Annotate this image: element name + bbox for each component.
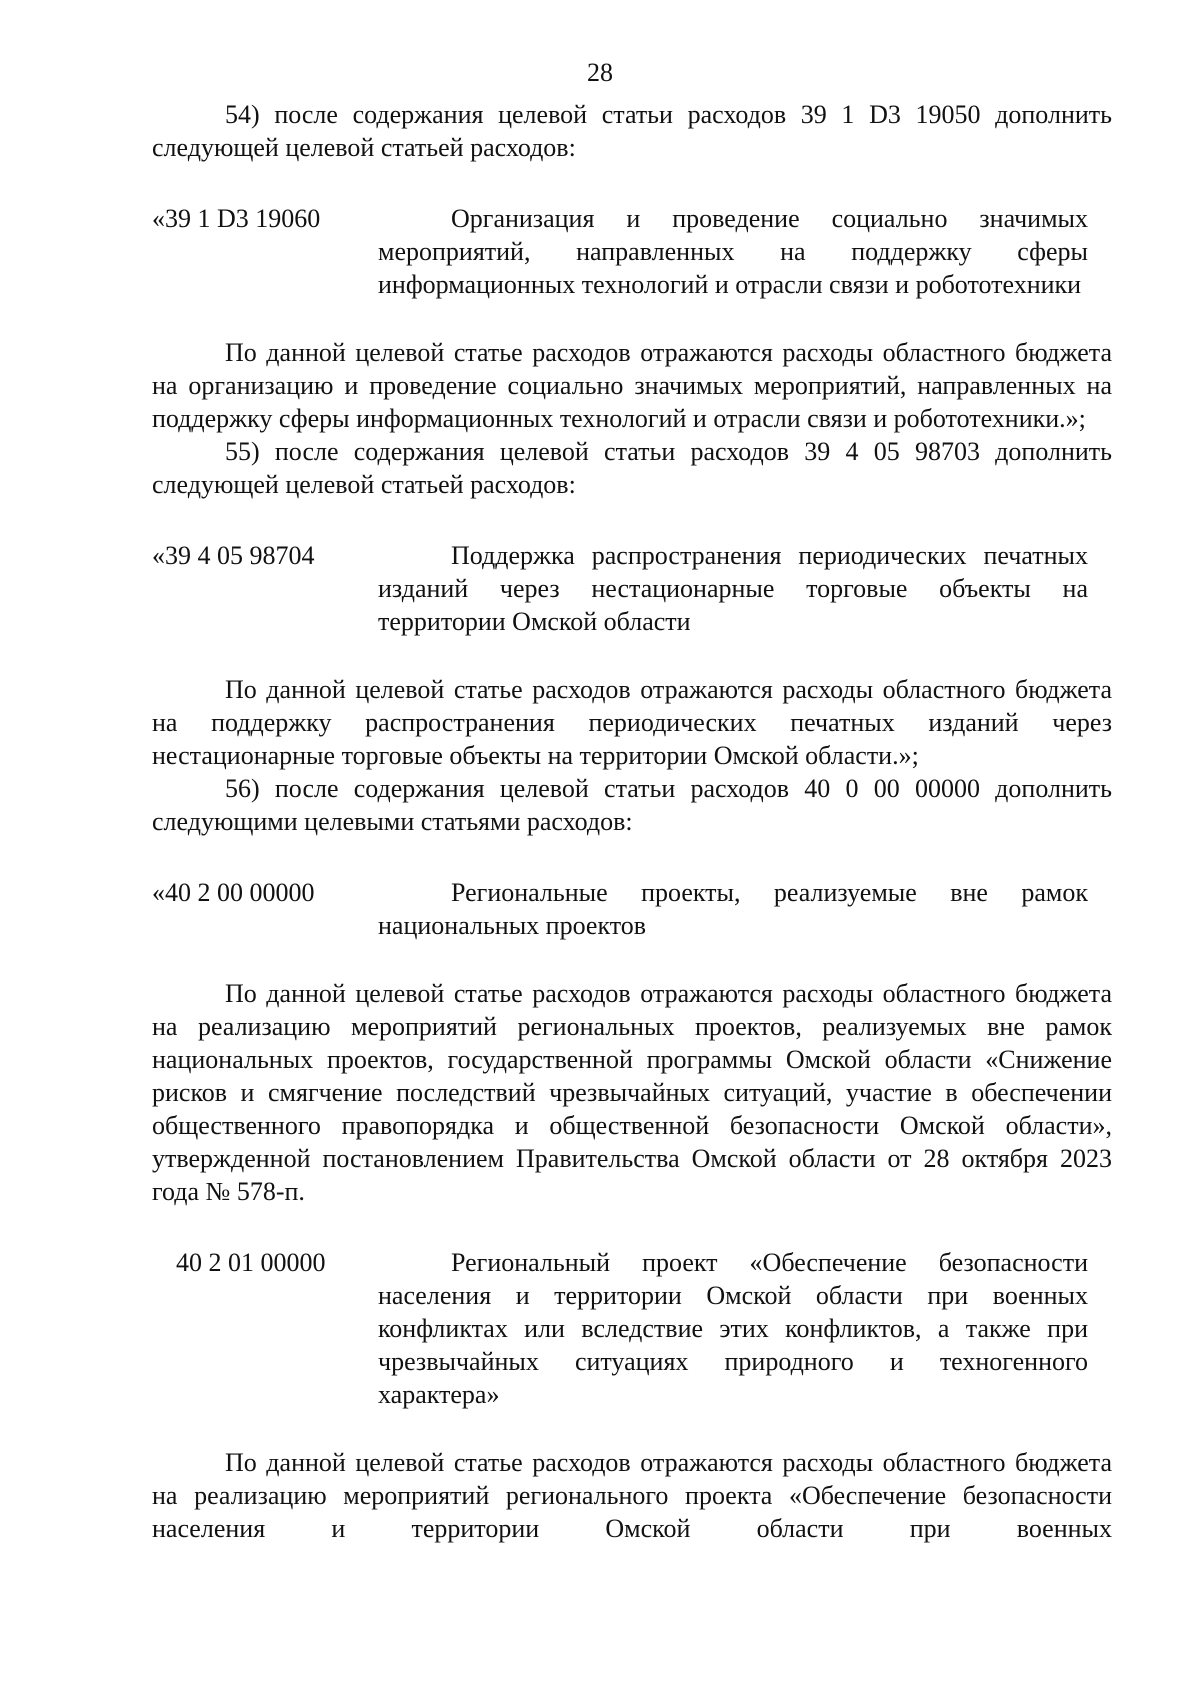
budget-code-entry — [152, 539, 1112, 638]
budget-code-description: Региональные проекты, реализуемые вне рамок национальных проектов — [378, 878, 1088, 940]
budget-code: «39 1 D3 19060 — [152, 204, 321, 233]
document-body — [152, 98, 1112, 1545]
paragraph: 55) после содержания целевой статьи расходов 39 4 05 98703 дополнить следующей целевой статьей расходов: — [152, 437, 1112, 499]
paragraph: По данной целевой статье расходов отражаются расходы областного бюджета на реализацию мероприятий региональных проектов, реализуемых вне рамок национальных проектов, государственной программы Омской области «Снижение рисков и смягчение последствий чрезвычайных ситуаций, участие в обеспечении общественного правопорядка и общественной безопасности Омской области», утвержденной постановлением Правительства Омской области от 28 октября 2023 года № 578-п. — [152, 979, 1112, 1206]
paragraph: По данной целевой статье расходов отражаются расходы областного бюджета на реализацию мероприятий регионального проекта «Обеспечение безопасности населения и территории Омской области при военных — [152, 1448, 1112, 1543]
budget-code: «40 2 00 00000 — [152, 878, 315, 907]
page-number: 28 — [587, 58, 613, 87]
budget-code-description: Региональный проект «Обеспечение безопасности населения и территории Омской области при военных конфликтах или вследствие этих конфликтов, а также при чрезвычайных ситуациях природного и техногенного характера» — [378, 1248, 1088, 1409]
budget-code-entry — [152, 202, 1112, 301]
paragraph: По данной целевой статье расходов отражаются расходы областного бюджета на поддержку распространения периодических печатных изданий через нестационарные торговые объекты на территории Омской области.»; — [152, 675, 1112, 770]
paragraph: 54) после содержания целевой статьи расходов 39 1 D3 19050 дополнить следующей целевой статьей расходов: — [152, 100, 1112, 162]
paragraph: 56) после содержания целевой статьи расходов 40 0 00 00000 дополнить следующими целевыми статьями расходов: — [152, 774, 1112, 836]
paragraph: По данной целевой статье расходов отражаются расходы областного бюджета на организацию и проведение социально значимых мероприятий, направленных на поддержку сферы информационных технологий и отрасли связи и робототехники.»; — [152, 338, 1112, 433]
budget-code: 40 2 01 00000 — [176, 1248, 326, 1277]
budget-code-description: Организация и проведение социально значимых мероприятий, направленных на поддержку сферы информационных технологий и отрасли связи и робототехники — [378, 204, 1088, 299]
budget-code-description: Поддержка распространения периодических печатных изданий через нестационарные торговые объекты на территории Омской области — [378, 541, 1088, 636]
budget-code: «39 4 05 98704 — [152, 541, 315, 570]
budget-code-entry — [152, 876, 1112, 942]
budget-code-entry — [152, 1246, 1112, 1411]
